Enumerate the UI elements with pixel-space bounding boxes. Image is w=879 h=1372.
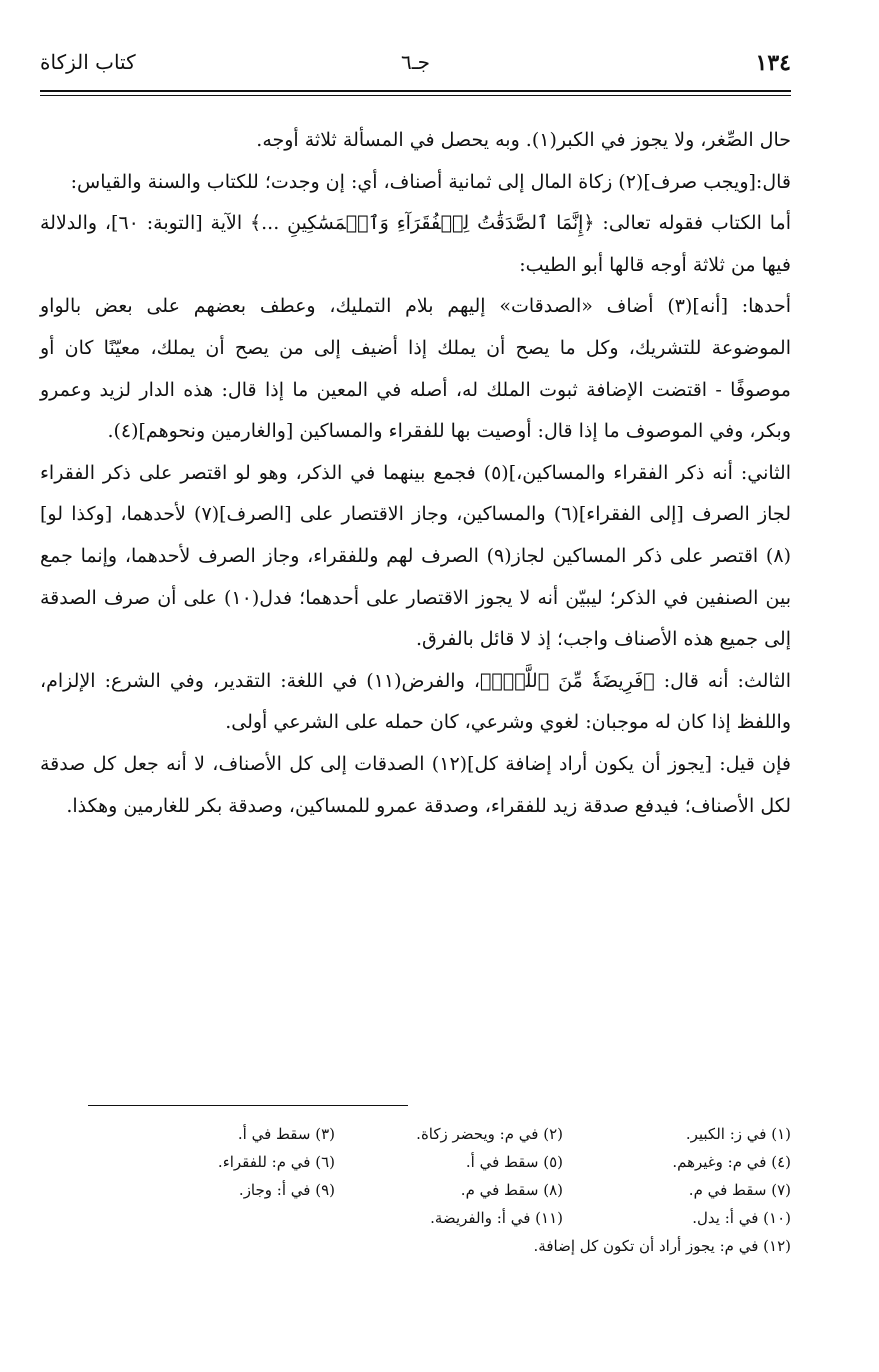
footnote: (٧) سقط في م. xyxy=(688,1181,791,1199)
main-text xyxy=(40,120,791,827)
paragraph-6: الثالث: أنه قال: ﴿فَرِيضَةٗ مِّنَ ٱللَّهِۗ﴾، والفرض(١١) في اللغة: التقدير، وفي الشرع: الإلزام، واللفظ إذا كان له موجبان: لغوي وشرعي، كان حمله على الشرعي أولى. xyxy=(40,669,791,734)
volume-label: جـ٦ xyxy=(401,50,430,74)
running-header xyxy=(40,40,791,88)
footnote-row xyxy=(88,1232,791,1260)
footnote: (١٢) في م: يجوز أراد أن تكون كل إضافة. xyxy=(533,1237,791,1255)
footnote: (٥) سقط في أ. xyxy=(465,1153,563,1171)
footnote-row xyxy=(88,1204,791,1232)
footnote: (١١) في أ: والفريضة. xyxy=(430,1209,563,1227)
footnote-row xyxy=(88,1148,791,1176)
footnote: (٩) في أ: وجاز. xyxy=(238,1181,335,1199)
footnote: (٤) في م: وغيرهم. xyxy=(672,1153,791,1171)
footnote-row xyxy=(88,1120,791,1148)
book-title: كتاب الزكاة xyxy=(40,50,136,74)
footnote: (٨) سقط في م. xyxy=(460,1181,563,1199)
footnote: (١) في ز: الكبير. xyxy=(685,1125,791,1143)
footnote: (٢) في م: ويحضر زكاة. xyxy=(416,1125,563,1143)
footnotes xyxy=(88,1120,791,1260)
paragraph-1: حال الصِّغر، ولا يجوز في الكبر(١). وبه يحصل في المسألة ثلاثة أوجه. xyxy=(256,129,791,151)
page-number: ١٣٤ xyxy=(755,50,791,76)
footnote-separator xyxy=(88,1105,408,1106)
footnote: (٦) في م: للفقراء. xyxy=(217,1153,335,1171)
header-rule-thin xyxy=(40,95,791,96)
paragraph-7: فإن قيل: [يجوز أن يكون أراد إضافة كل](١٢) الصدقات إلى كل الأصناف، لا أنه جعل كل صدقة لكل الأصناف؛ فيدفع صدقة زيد للفقراء، وصدقة عمرو للمساكين، وصدقة بكر للغارمين وهكذا. xyxy=(40,752,792,817)
paragraph-3: أما الكتاب فقوله تعالى: ﴿إِنَّمَا ٱلصَّدَقَٰتُ لِلۡفُقَرَآءِ وَٱلۡمَسَٰكِينِ ...﴾ الآية [التوبة: ٦٠]، والدلالة فيها من ثلاثة أوجه قالها أبو الطيب: xyxy=(40,212,791,276)
footnote-row xyxy=(88,1176,791,1204)
paragraph-5: الثاني: أنه ذكر الفقراء والمساكين،](٥) فجمع بينهما في الذكر، وهو لو اقتصر على ذكر الفقراء لجاز الصرف [إلى الفقراء](٦) والمساكين، وجاز الاقتصار على [الصرف](٧) لأحدهما، [وكذا لو](٨) اقتصر على ذكر المساكين لجاز(٩) الصرف لهم وللفقراء، وجاز الصرف لأحدهما، وإنما جمع بين الصنفين في الذكر؛ ليبيّن أنه لا يجوز الاقتصار على أحدهما؛ فدل(١٠) على أن صرف الصدقة إلى جميع هذه الأصناف واجب؛ إذ لا قائل بالفرق. xyxy=(40,461,791,651)
paragraph-2: قال:[ويجب صرف](٢) زكاة المال إلى ثمانية أصناف، أي: إن وجدت؛ للكتاب والسنة والقياس: xyxy=(70,170,791,193)
paragraph-4: أحدها: [أنه](٣) أضاف «الصدقات» إليهم بلام التمليك، وعطف بعضهم على بعض بالواو الموضوعة للتشريك، وكل ما يصح أن يملك إذا أضيف إلى من يصح أن يملك، معيّنًا كان أو موصوفًا - اقتضت الإضافة ثبوت الملك له، أصله في المعين ما إذا قال: هذه الدار لزيد وعمرو وبكر، وفي الموصوف ما إذا قال: أوصيت بها للفقراء والمساكين [والغارمين ونحوهم](٤). xyxy=(40,295,791,443)
header-rule-thick xyxy=(40,90,791,92)
footnote: (٣) سقط في أ. xyxy=(237,1125,335,1143)
footnote: (١٠) في أ: يدل. xyxy=(692,1209,791,1227)
